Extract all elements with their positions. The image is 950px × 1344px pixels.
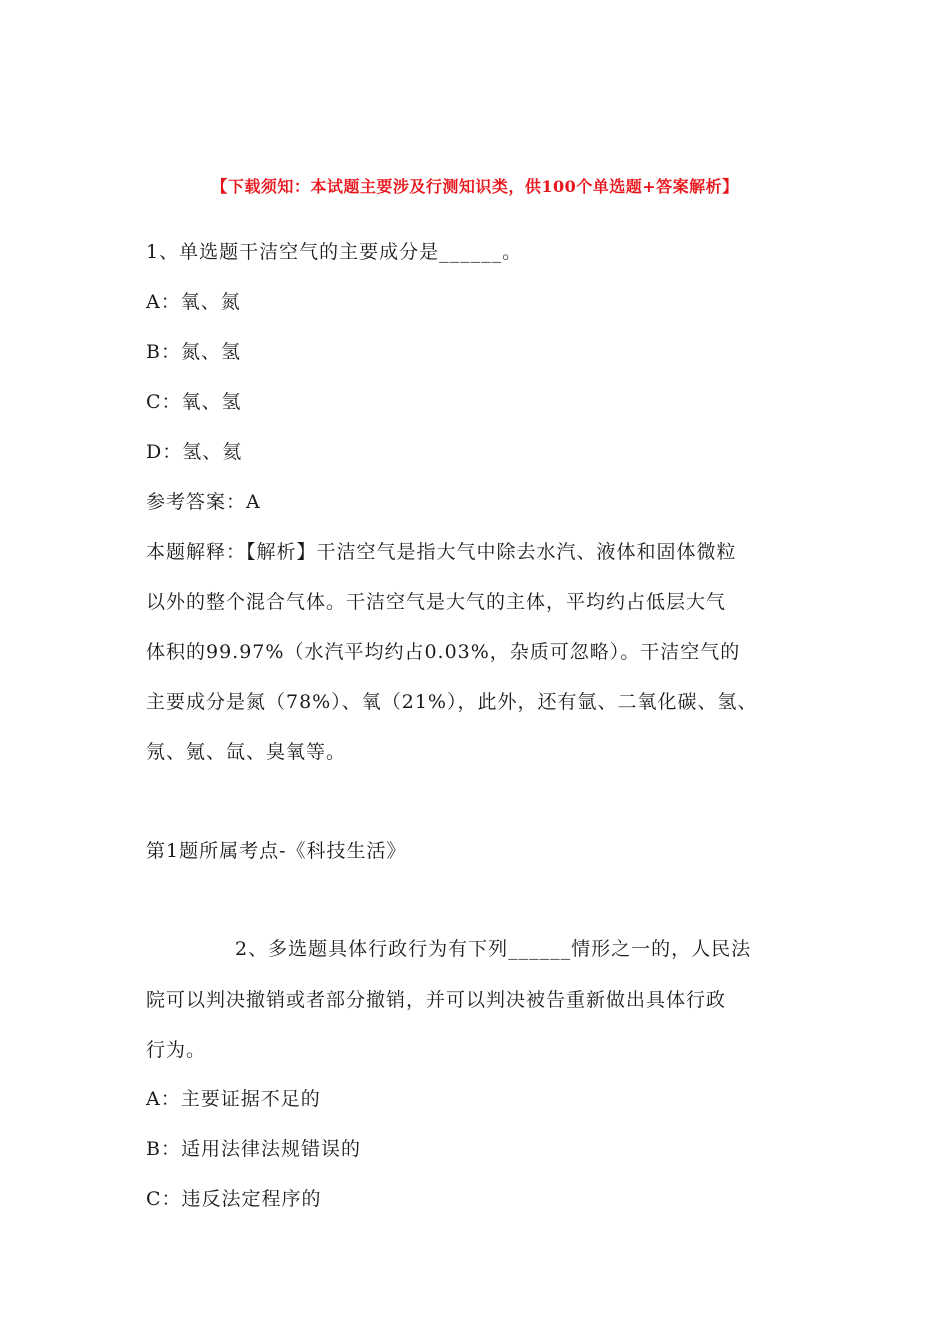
download-notice: 【下载须知：本试题主要涉及行测知识类，供100个单选题+答案解析】 [211, 177, 739, 196]
question-2-stem-line: 院可以判决撤销或者部分撤销，并可以判决被告重新做出具体行政 [146, 989, 727, 1011]
question-1-explanation-line: 氖、氪、氙、臭氧等。 [146, 741, 347, 763]
question-1-explanation-line: 主要成分是氮（78%）、氧（21%），此外，还有氩、二氧化碳、氢、 [146, 691, 758, 713]
question-1-stem: 1、单选题干洁空气的主要成分是______。 [146, 241, 523, 263]
question-1-option-c: C：氧、氢 [146, 391, 242, 413]
question-1-option-d: D：氢、氦 [146, 441, 243, 463]
question-2-option-b: B：适用法律法规错误的 [146, 1138, 361, 1160]
question-2-stem-line: 行为。 [146, 1039, 207, 1061]
question-1-option-a: A：氧、氮 [146, 291, 241, 313]
question-1-topic: 第1题所属考点-《科技生活》 [146, 840, 407, 862]
question-1-option-b: B：氮、氢 [146, 341, 241, 363]
question-2-option-c: C：违反法定程序的 [146, 1188, 322, 1210]
question-1-explanation-line: 以外的整个混合气体。干洁空气是大气的主体，平均约占低层大气 [146, 591, 727, 613]
question-1-explanation-line: 体积的99.97%（水汽平均约占0.03%，杂质可忽略）。干洁空气的 [146, 641, 741, 663]
question-2-stem-line: 2、多选题具体行政行为有下列______情形之一的，人民法 [235, 938, 752, 960]
question-2-option-a: A：主要证据不足的 [146, 1088, 321, 1110]
question-1-answer: 参考答案：A [146, 491, 261, 513]
question-1-explanation-line: 本题解释：【解析】干洁空气是指大气中除去水汽、液体和固体微粒 [146, 541, 737, 563]
